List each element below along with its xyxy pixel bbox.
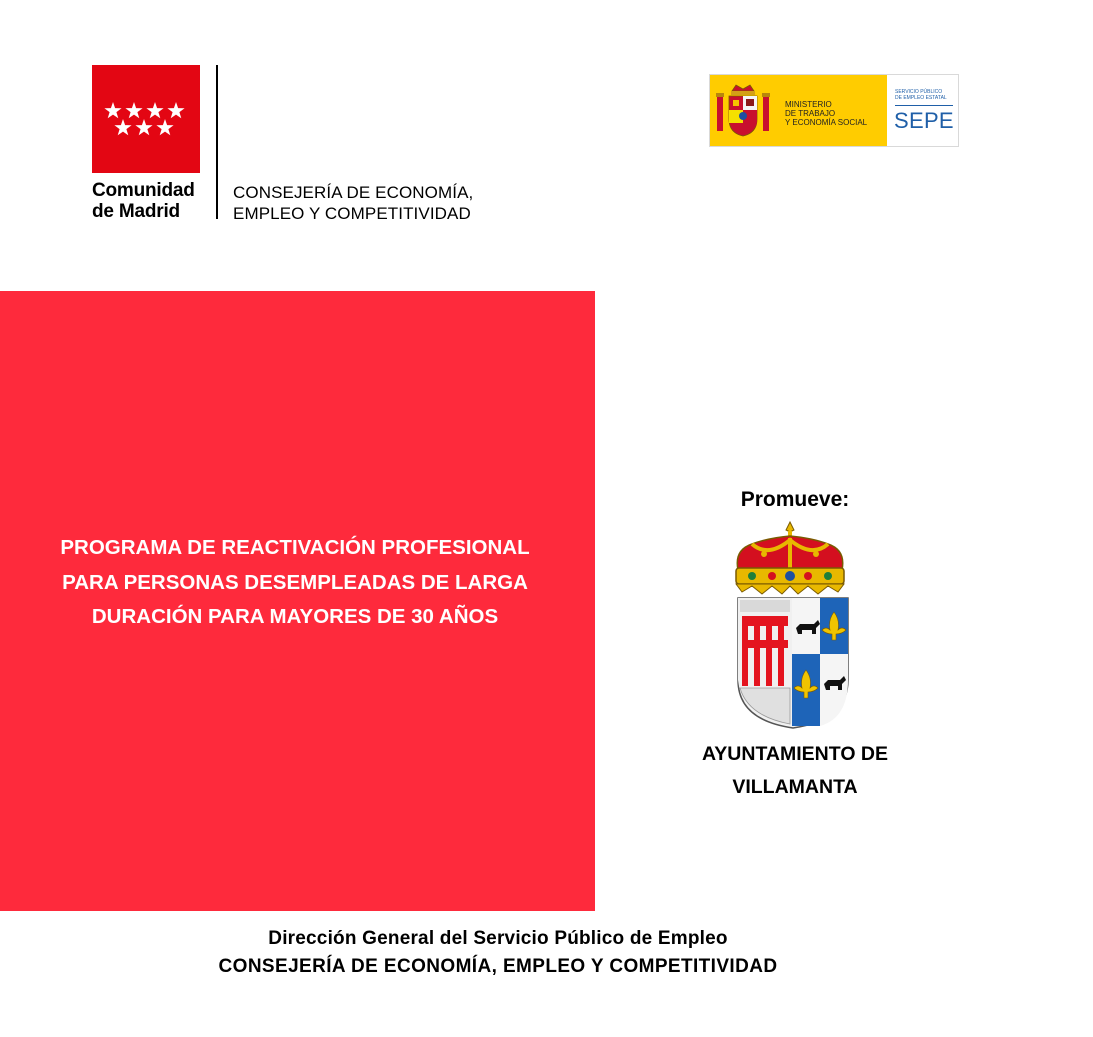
footer xyxy=(0,925,996,981)
shield-icon xyxy=(738,598,848,728)
madrid-dept-line1: CONSEJERÍA DE ECONOMÍA, xyxy=(233,183,474,202)
ministerio-line1: MINISTERIO xyxy=(785,100,832,109)
madrid-stars-icon xyxy=(92,65,200,173)
program-title xyxy=(20,531,570,635)
sepe-subtitle xyxy=(895,89,947,101)
program-title-line1: PROGRAMA DE REACTIVACIÓN PROFESIONAL xyxy=(60,536,530,559)
ministerio-sepe-logo xyxy=(709,74,959,147)
madrid-logo-name xyxy=(92,180,195,222)
footer-direction: Dirección General del Servicio Público de Empleo xyxy=(268,928,728,949)
comunidad-madrid-logo xyxy=(92,65,532,225)
promueve-label: Promueve: xyxy=(740,488,850,511)
madrid-name-line2: de Madrid xyxy=(92,201,180,222)
sepe-wordmark: SEPE xyxy=(894,108,954,133)
madrid-department xyxy=(233,182,473,224)
program-title-line3: DURACIÓN PARA MAYORES DE 30 AÑOS xyxy=(91,605,499,628)
sepe-small-line1: SERVICIO PÚBLICO xyxy=(895,89,943,95)
ayuntamiento-name xyxy=(665,738,925,804)
madrid-dept-line2: EMPLEO Y COMPETITIVIDAD xyxy=(233,204,471,223)
ministerio-line2: DE TRABAJO xyxy=(785,109,836,118)
program-red-panel xyxy=(0,291,595,911)
ayuntamiento-line1: AYUNTAMIENTO DE xyxy=(702,743,888,765)
program-title-line2: PARA PERSONAS DESEMPLEADAS DE LARGA xyxy=(62,570,528,594)
madrid-flag-icon xyxy=(92,65,200,173)
sepe-rule xyxy=(895,105,953,106)
ministerio-text xyxy=(785,100,867,127)
crown-icon xyxy=(736,522,844,594)
sepe-small-line2: DE EMPLEO ESTATAL xyxy=(895,95,947,101)
footer-department: CONSEJERÍA DE ECONOMÍA, EMPLEO Y COMPETITIVIDAD xyxy=(218,956,778,977)
spain-coat-of-arms-icon xyxy=(715,83,771,139)
ayuntamiento-line2: VILLAMANTA xyxy=(732,776,858,798)
ministerio-yellow-band xyxy=(710,75,887,146)
sepe-logo xyxy=(888,75,958,146)
madrid-name-line1: Comunidad xyxy=(92,180,195,201)
villamanta-coat-of-arms-icon xyxy=(728,520,852,732)
ministerio-line3: Y ECONOMÍA SOCIAL xyxy=(785,118,868,127)
logo-divider xyxy=(216,65,218,219)
